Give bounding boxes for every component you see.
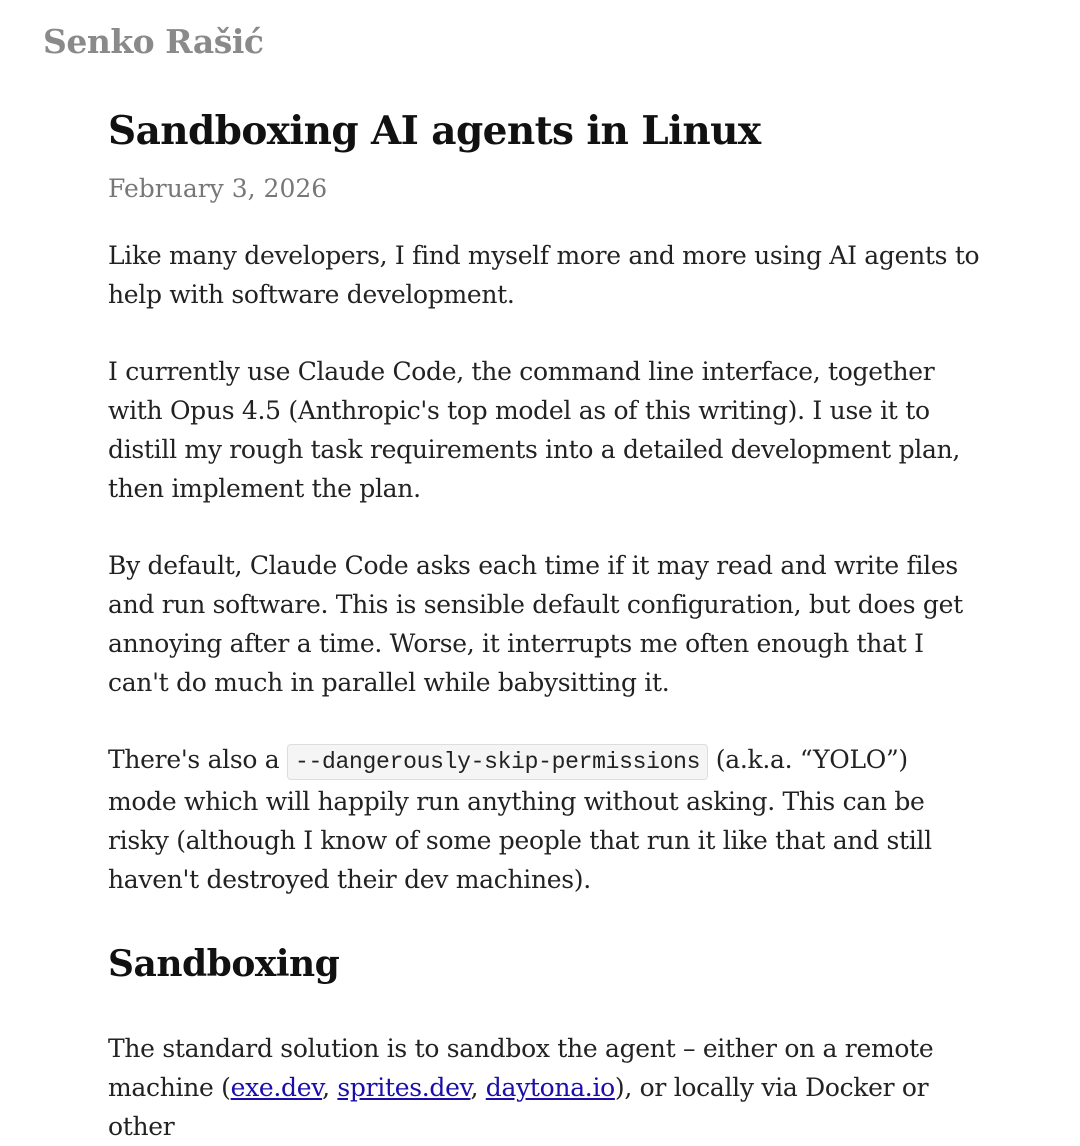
site-name-link[interactable]: Senko Rašić xyxy=(43,22,264,61)
sprites-dev-link[interactable]: sprites.dev xyxy=(337,1073,471,1102)
post-paragraph: Like many developers, I find myself more and more using AI agents to help with software development. xyxy=(108,241,980,309)
post-paragraph: By default, Claude Code asks each time if it may read and write files and run software. This is sensible default configuration, but does get annoying after a time. Worse, it interrupts me often enough that I can't do much in parallel while babysitting it. xyxy=(108,551,963,697)
paragraph-text: (a.k.a. “YOLO”) mode which will happily run anything without asking. This can be risky (although I know of some people that run it like that and still haven't destroyed their dev machines). xyxy=(108,745,932,894)
post-paragraph: I currently use Claude Code, the command line interface, together with Opus 4.5 (Anthropic's top model as of this writing). I use it to distill my rough task requirements into a detailed development plan, then implement the plan. xyxy=(108,357,961,503)
post-paragraph xyxy=(108,740,980,899)
post-paragraph xyxy=(108,1029,980,1146)
daytona-io-link[interactable]: daytona.io xyxy=(485,1073,615,1102)
post-date: February 3, 2026 xyxy=(108,174,328,203)
section-heading: Sandboxing xyxy=(108,943,340,985)
paragraph-text: ), or locally via Docker or other xyxy=(108,1073,929,1141)
blog-post xyxy=(108,104,980,1146)
inline-code: --dangerously-skip-permissions xyxy=(287,744,708,780)
exe-dev-link[interactable]: exe.dev xyxy=(230,1073,323,1102)
paragraph-text: , xyxy=(322,1073,338,1102)
paragraph-text: There's also a xyxy=(108,745,288,774)
post-title: Sandboxing AI agents in Linux xyxy=(108,108,761,154)
paragraph-text: , xyxy=(470,1073,486,1102)
paragraph-text: The standard solution is to sandbox the agent – either on a remote machine ( xyxy=(108,1034,934,1102)
